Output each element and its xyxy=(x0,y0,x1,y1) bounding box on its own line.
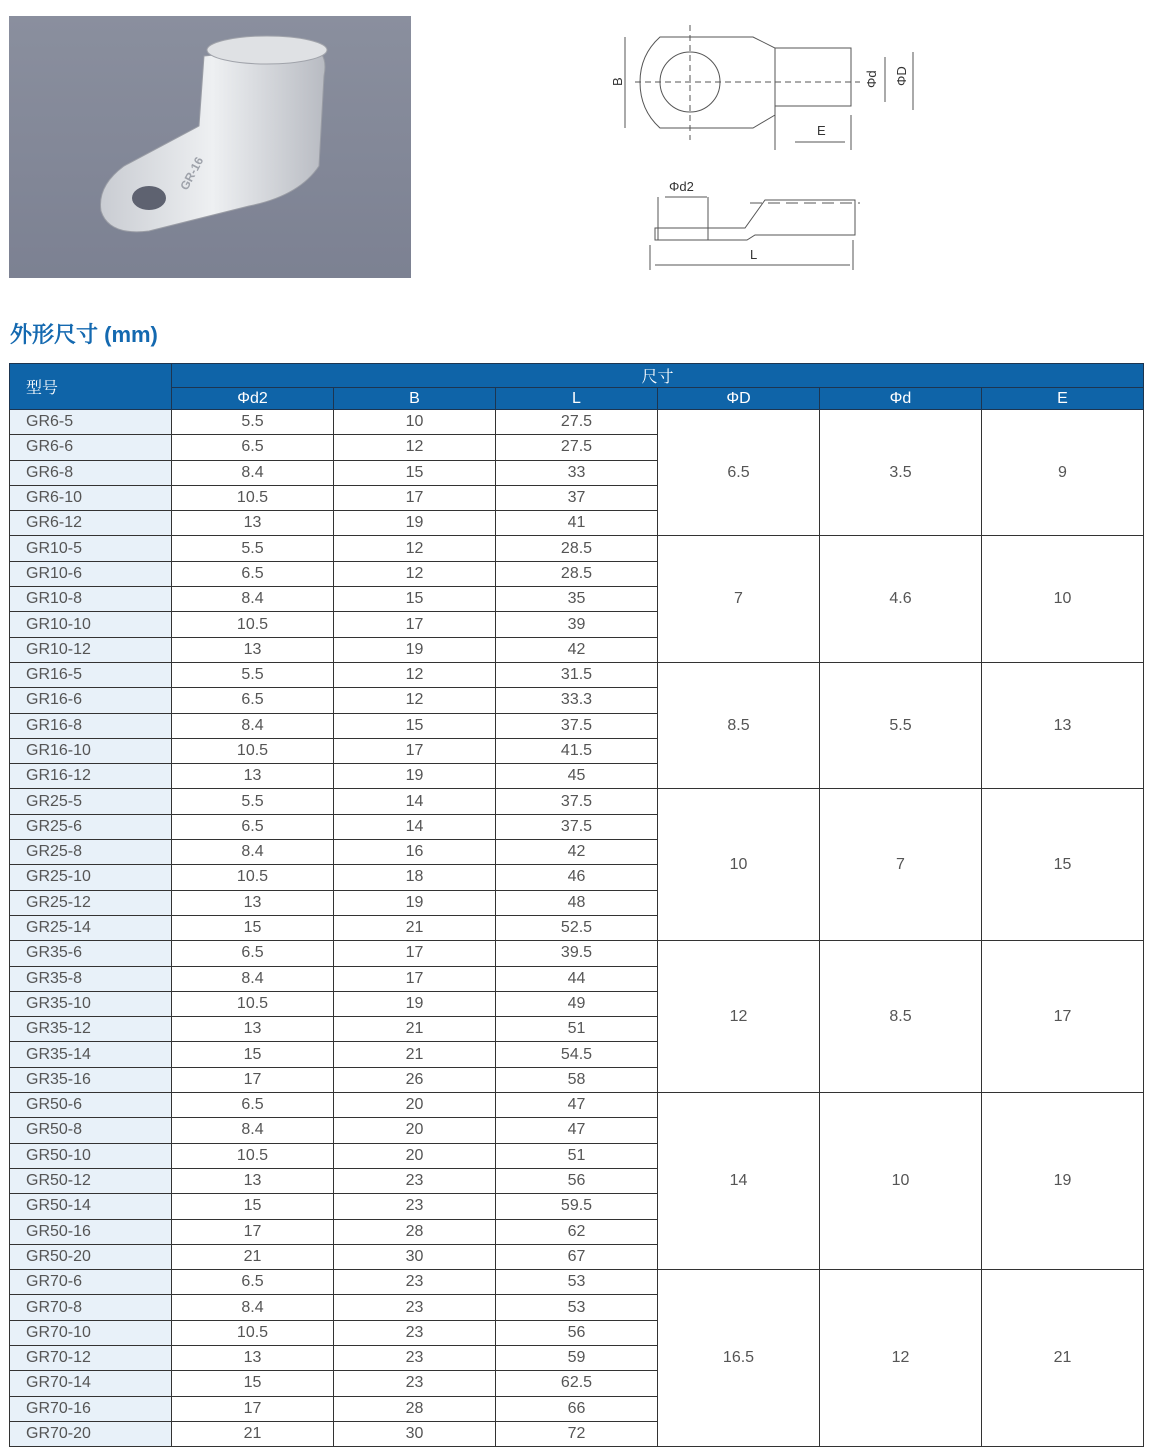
model-cell: GR10-6 xyxy=(10,561,172,586)
model-cell: GR6-8 xyxy=(10,460,172,485)
shared-D-cell: 12 xyxy=(658,941,820,1093)
value-cell: 19 xyxy=(334,637,496,662)
model-cell: GR16-8 xyxy=(10,713,172,738)
model-cell: GR16-6 xyxy=(10,688,172,713)
model-cell: GR70-10 xyxy=(10,1320,172,1345)
value-cell: 17 xyxy=(172,1219,334,1244)
column-header: E xyxy=(982,388,1144,410)
model-cell: GR50-20 xyxy=(10,1244,172,1269)
model-cell: GR16-12 xyxy=(10,764,172,789)
value-cell: 37.5 xyxy=(496,713,658,738)
model-cell: GR25-8 xyxy=(10,840,172,865)
value-cell: 28 xyxy=(334,1396,496,1421)
model-cell: GR70-16 xyxy=(10,1396,172,1421)
model-cell: GR70-12 xyxy=(10,1345,172,1370)
table-row xyxy=(10,536,1144,561)
value-cell: 10.5 xyxy=(172,991,334,1016)
value-cell: 33 xyxy=(496,460,658,485)
value-cell: 54.5 xyxy=(496,1042,658,1067)
value-cell: 10.5 xyxy=(172,738,334,763)
shared-E-cell: 19 xyxy=(982,1093,1144,1270)
value-cell: 13 xyxy=(172,890,334,915)
column-header: L xyxy=(496,388,658,410)
model-cell: GR25-6 xyxy=(10,814,172,839)
value-cell: 5.5 xyxy=(172,410,334,435)
value-cell: 10.5 xyxy=(172,865,334,890)
shared-d-cell: 4.6 xyxy=(820,536,982,662)
shared-D-cell: 16.5 xyxy=(658,1270,820,1447)
model-cell: GR10-10 xyxy=(10,612,172,637)
value-cell: 15 xyxy=(172,1194,334,1219)
value-cell: 6.5 xyxy=(172,1093,334,1118)
shared-D-cell: 8.5 xyxy=(658,662,820,788)
value-cell: 17 xyxy=(172,1396,334,1421)
value-cell: 6.5 xyxy=(172,435,334,460)
model-cell: GR50-8 xyxy=(10,1118,172,1143)
label-d: Φd xyxy=(864,70,879,88)
value-cell: 39.5 xyxy=(496,941,658,966)
value-cell: 23 xyxy=(334,1320,496,1345)
model-cell: GR50-14 xyxy=(10,1194,172,1219)
value-cell: 72 xyxy=(496,1421,658,1446)
value-cell: 5.5 xyxy=(172,662,334,687)
photo-marking: GR-16 xyxy=(177,154,207,193)
model-cell: GR35-16 xyxy=(10,1067,172,1092)
label-B: B xyxy=(610,77,625,86)
value-cell: 19 xyxy=(334,890,496,915)
value-cell: 21 xyxy=(334,1017,496,1042)
value-cell: 6.5 xyxy=(172,1270,334,1295)
shared-E-cell: 10 xyxy=(982,536,1144,662)
value-cell: 15 xyxy=(334,713,496,738)
value-cell: 23 xyxy=(334,1168,496,1193)
model-cell: GR50-6 xyxy=(10,1093,172,1118)
value-cell: 27.5 xyxy=(496,435,658,460)
model-cell: GR25-14 xyxy=(10,915,172,940)
value-cell: 23 xyxy=(334,1295,496,1320)
value-cell: 13 xyxy=(172,637,334,662)
dimensions-table xyxy=(9,363,1144,1447)
value-cell: 28.5 xyxy=(496,561,658,586)
value-cell: 14 xyxy=(334,789,496,814)
model-cell: GR35-12 xyxy=(10,1017,172,1042)
value-cell: 17 xyxy=(334,941,496,966)
column-header: ΦD xyxy=(658,388,820,410)
shared-D-cell: 6.5 xyxy=(658,410,820,536)
model-cell: GR6-6 xyxy=(10,435,172,460)
table-row xyxy=(10,941,1144,966)
table-row xyxy=(10,662,1144,687)
value-cell: 15 xyxy=(334,460,496,485)
table-row xyxy=(10,1093,1144,1118)
table-row xyxy=(10,410,1144,435)
value-cell: 16 xyxy=(334,840,496,865)
value-cell: 41 xyxy=(496,511,658,536)
value-cell: 30 xyxy=(334,1421,496,1446)
label-L: L xyxy=(750,247,758,262)
value-cell: 12 xyxy=(334,561,496,586)
shared-E-cell: 17 xyxy=(982,941,1144,1093)
value-cell: 33.3 xyxy=(496,688,658,713)
model-cell: GR35-8 xyxy=(10,966,172,991)
model-cell: GR70-6 xyxy=(10,1270,172,1295)
value-cell: 17 xyxy=(334,485,496,510)
value-cell: 51 xyxy=(496,1143,658,1168)
value-cell: 8.4 xyxy=(172,713,334,738)
shared-E-cell: 13 xyxy=(982,662,1144,788)
value-cell: 44 xyxy=(496,966,658,991)
value-cell: 42 xyxy=(496,840,658,865)
model-cell: GR35-10 xyxy=(10,991,172,1016)
value-cell: 17 xyxy=(172,1067,334,1092)
value-cell: 20 xyxy=(334,1093,496,1118)
value-cell: 19 xyxy=(334,764,496,789)
value-cell: 47 xyxy=(496,1093,658,1118)
value-cell: 8.4 xyxy=(172,1295,334,1320)
model-cell: GR35-14 xyxy=(10,1042,172,1067)
value-cell: 17 xyxy=(334,738,496,763)
value-cell: 6.5 xyxy=(172,688,334,713)
value-cell: 37.5 xyxy=(496,789,658,814)
value-cell: 19 xyxy=(334,511,496,536)
model-cell: GR16-5 xyxy=(10,662,172,687)
value-cell: 15 xyxy=(172,915,334,940)
shared-d-cell: 7 xyxy=(820,789,982,941)
value-cell: 13 xyxy=(172,764,334,789)
value-cell: 23 xyxy=(334,1371,496,1396)
value-cell: 37 xyxy=(496,485,658,510)
model-cell: GR16-10 xyxy=(10,738,172,763)
value-cell: 12 xyxy=(334,688,496,713)
value-cell: 27.5 xyxy=(496,410,658,435)
value-cell: 23 xyxy=(334,1270,496,1295)
value-cell: 45 xyxy=(496,764,658,789)
value-cell: 42 xyxy=(496,637,658,662)
model-cell: GR50-16 xyxy=(10,1219,172,1244)
value-cell: 8.4 xyxy=(172,1118,334,1143)
model-cell: GR6-5 xyxy=(10,410,172,435)
model-cell: GR50-10 xyxy=(10,1143,172,1168)
dimension-diagram xyxy=(595,25,925,275)
value-cell: 51 xyxy=(496,1017,658,1042)
model-cell: GR10-5 xyxy=(10,536,172,561)
model-header: 型号 xyxy=(10,364,172,410)
value-cell: 6.5 xyxy=(172,814,334,839)
value-cell: 10.5 xyxy=(172,1320,334,1345)
value-cell: 6.5 xyxy=(172,941,334,966)
value-cell: 13 xyxy=(172,1345,334,1370)
value-cell: 28.5 xyxy=(496,536,658,561)
value-cell: 15 xyxy=(172,1371,334,1396)
value-cell: 56 xyxy=(496,1168,658,1193)
value-cell: 39 xyxy=(496,612,658,637)
value-cell: 18 xyxy=(334,865,496,890)
shared-D-cell: 14 xyxy=(658,1093,820,1270)
value-cell: 5.5 xyxy=(172,536,334,561)
value-cell: 20 xyxy=(334,1118,496,1143)
value-cell: 58 xyxy=(496,1067,658,1092)
shared-E-cell: 15 xyxy=(982,789,1144,941)
value-cell: 13 xyxy=(172,1017,334,1042)
value-cell: 12 xyxy=(334,662,496,687)
value-cell: 10.5 xyxy=(172,1143,334,1168)
model-cell: GR70-14 xyxy=(10,1371,172,1396)
value-cell: 56 xyxy=(496,1320,658,1345)
value-cell: 14 xyxy=(334,814,496,839)
column-header: Φd xyxy=(820,388,982,410)
shared-D-cell: 10 xyxy=(658,789,820,941)
value-cell: 53 xyxy=(496,1295,658,1320)
model-cell: GR10-12 xyxy=(10,637,172,662)
value-cell: 52.5 xyxy=(496,915,658,940)
value-cell: 17 xyxy=(334,966,496,991)
shared-d-cell: 3.5 xyxy=(820,410,982,536)
value-cell: 6.5 xyxy=(172,561,334,586)
model-cell: GR25-5 xyxy=(10,789,172,814)
value-cell: 23 xyxy=(334,1345,496,1370)
value-cell: 17 xyxy=(334,612,496,637)
shared-d-cell: 12 xyxy=(820,1270,982,1447)
model-cell: GR25-10 xyxy=(10,865,172,890)
value-cell: 41.5 xyxy=(496,738,658,763)
value-cell: 15 xyxy=(334,587,496,612)
model-cell: GR35-6 xyxy=(10,941,172,966)
value-cell: 13 xyxy=(172,1168,334,1193)
shared-d-cell: 5.5 xyxy=(820,662,982,788)
model-cell: GR25-12 xyxy=(10,890,172,915)
value-cell: 48 xyxy=(496,890,658,915)
value-cell: 53 xyxy=(496,1270,658,1295)
value-cell: 66 xyxy=(496,1396,658,1421)
value-cell: 8.4 xyxy=(172,460,334,485)
model-cell: GR50-12 xyxy=(10,1168,172,1193)
value-cell: 59 xyxy=(496,1345,658,1370)
value-cell: 19 xyxy=(334,991,496,1016)
value-cell: 21 xyxy=(334,915,496,940)
value-cell: 12 xyxy=(334,435,496,460)
value-cell: 15 xyxy=(172,1042,334,1067)
cable-lug-image xyxy=(9,16,411,278)
label-d2: Φd2 xyxy=(669,179,694,194)
value-cell: 12 xyxy=(334,536,496,561)
shared-d-cell: 8.5 xyxy=(820,941,982,1093)
value-cell: 8.4 xyxy=(172,587,334,612)
value-cell: 46 xyxy=(496,865,658,890)
value-cell: 62.5 xyxy=(496,1371,658,1396)
model-cell: GR70-8 xyxy=(10,1295,172,1320)
value-cell: 10.5 xyxy=(172,612,334,637)
dimensions-header: 尺寸 xyxy=(172,364,1144,388)
value-cell: 8.4 xyxy=(172,840,334,865)
model-cell: GR10-8 xyxy=(10,587,172,612)
label-E: E xyxy=(817,123,826,138)
product-photo xyxy=(9,16,411,278)
column-header: Φd2 xyxy=(172,388,334,410)
value-cell: 37.5 xyxy=(496,814,658,839)
shared-d-cell: 10 xyxy=(820,1093,982,1270)
value-cell: 8.4 xyxy=(172,966,334,991)
value-cell: 31.5 xyxy=(496,662,658,687)
value-cell: 49 xyxy=(496,991,658,1016)
section-title: 外形尺寸 (mm) xyxy=(10,322,158,347)
value-cell: 13 xyxy=(172,511,334,536)
value-cell: 28 xyxy=(334,1219,496,1244)
value-cell: 23 xyxy=(334,1194,496,1219)
label-D: ΦD xyxy=(894,66,909,86)
value-cell: 21 xyxy=(172,1244,334,1269)
value-cell: 21 xyxy=(172,1421,334,1446)
shared-E-cell: 9 xyxy=(982,410,1144,536)
model-cell: GR70-20 xyxy=(10,1421,172,1446)
value-cell: 26 xyxy=(334,1067,496,1092)
value-cell: 35 xyxy=(496,587,658,612)
value-cell: 30 xyxy=(334,1244,496,1269)
table-row xyxy=(10,1270,1144,1295)
value-cell: 47 xyxy=(496,1118,658,1143)
column-header: B xyxy=(334,388,496,410)
model-cell: GR6-10 xyxy=(10,485,172,510)
value-cell: 10.5 xyxy=(172,485,334,510)
value-cell: 62 xyxy=(496,1219,658,1244)
value-cell: 59.5 xyxy=(496,1194,658,1219)
model-cell: GR6-12 xyxy=(10,511,172,536)
value-cell: 10 xyxy=(334,410,496,435)
shared-D-cell: 7 xyxy=(658,536,820,662)
shared-E-cell: 21 xyxy=(982,1270,1144,1447)
value-cell: 21 xyxy=(334,1042,496,1067)
value-cell: 20 xyxy=(334,1143,496,1168)
table-row xyxy=(10,789,1144,814)
value-cell: 67 xyxy=(496,1244,658,1269)
value-cell: 5.5 xyxy=(172,789,334,814)
